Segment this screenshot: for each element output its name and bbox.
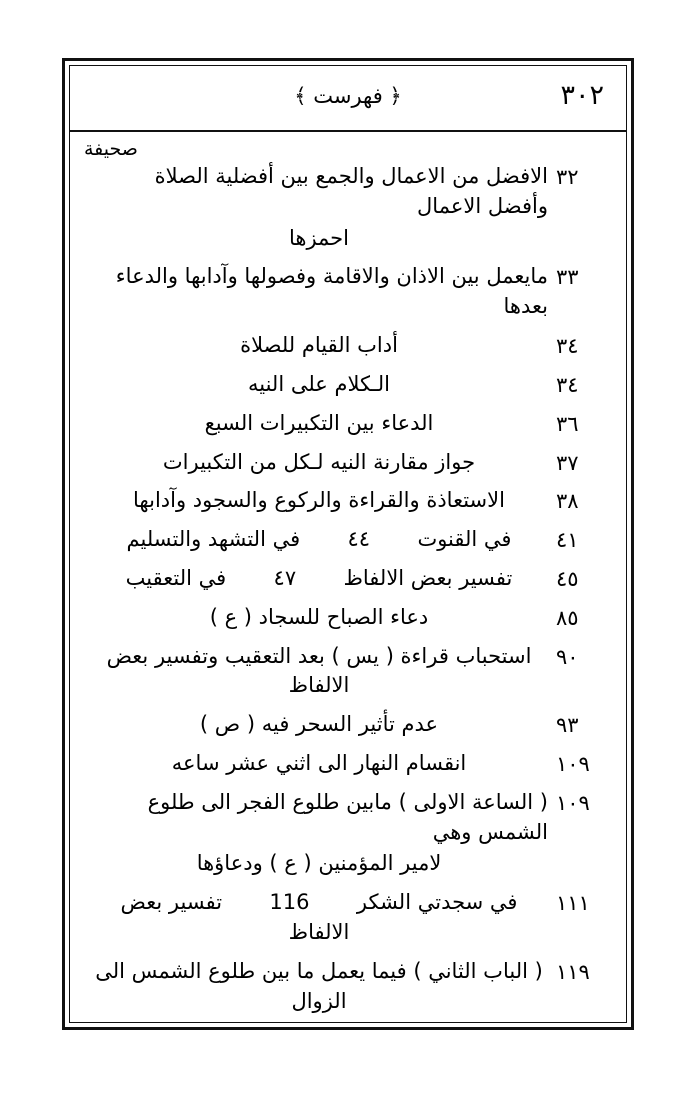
- entry-page-number: ٩٠: [556, 644, 579, 669]
- entry-page-number: ٩٣: [556, 713, 579, 738]
- list-item: [90, 262, 604, 322]
- list-item: [90, 788, 604, 879]
- entry-page-number: ٣٤: [556, 334, 579, 359]
- entry-title: الـكلام على النيه: [247, 371, 391, 396]
- page-caption: ﴿ فهرست ﴾: [294, 84, 402, 108]
- entry-title: الدعاء بين التكبيرات السبع: [204, 410, 434, 435]
- entry-page-number: ٣٢: [556, 165, 579, 189]
- entry-title-main: في سجدتي الشكر: [356, 890, 518, 915]
- entry-title: ( الباب الثاني ) فيما يعمل ما بين طلوع الشمس الى الزوال: [95, 958, 543, 1013]
- entry-title: جواز مقارنة النيه لـكل من التكبيرات: [162, 449, 476, 474]
- entry-inner-page-number: 116: [269, 890, 310, 915]
- entry-title-line2: لامير المؤمنين ( ع ) ودعاؤها: [196, 851, 442, 876]
- entry-title: [90, 788, 554, 879]
- list-item: [90, 957, 604, 1017]
- entry-title-main: في القنوت: [417, 527, 512, 552]
- entry-title: استحباب قراءة ( يس ) بعد التعقيب وتفسير بعض الالفاظ: [106, 643, 532, 698]
- entry-page-number: ١١٩: [556, 959, 590, 984]
- list-item: [90, 370, 604, 400]
- entry-page-number: ٣٦: [556, 411, 579, 436]
- list-item: [90, 448, 604, 478]
- entry-title: عدم تأثير السحر فيه ( ص ): [199, 712, 439, 737]
- entry-title: [90, 525, 554, 555]
- list-item: [90, 409, 604, 439]
- entry-inner-page-number: ٤٧: [273, 565, 297, 590]
- entry-title-line1: ( الساعة الاولى ) مابين طلوع الفجر الى طلوع الشمس وهي: [147, 789, 548, 844]
- entry-title: [90, 888, 554, 948]
- page-inner-border: [69, 65, 627, 1023]
- entry-title: دعاء الصباح للسجاد ( ع ): [209, 604, 429, 629]
- entry-page-number: ٣٤: [556, 372, 579, 397]
- list-item: [90, 603, 604, 633]
- entry-title-main: تفسير بعض الالفاظ: [343, 565, 513, 590]
- entry-inner-title: في التعقيب: [125, 565, 227, 590]
- entry-inner-page-number: ٤٤: [347, 527, 371, 552]
- page-number: ٣٠٢: [560, 80, 604, 111]
- entry-page-number: ١٠٩: [556, 790, 590, 815]
- list-item: [90, 525, 604, 555]
- entry-page-number: ٤٥: [556, 566, 579, 591]
- list-item: [90, 888, 604, 948]
- entry-inner-title: تفسير بعض الالفاظ: [120, 890, 350, 945]
- list-item: [90, 642, 604, 702]
- entry-title-line1: الافضل من الاعمال والجمع بين أفضلية الصلاة وأفضل الاعمال: [154, 164, 548, 218]
- entry-title: [90, 564, 554, 594]
- entry-page-number: ١٠٩: [556, 752, 590, 776]
- entry-page-number: ١١١: [556, 891, 590, 916]
- entry-page-number: ٣٨: [556, 489, 579, 514]
- entry-page-number: ٣٣: [556, 265, 579, 290]
- page-header: [70, 66, 626, 132]
- entry-title: [90, 162, 554, 253]
- entry-inner-title: في التشهد والتسليم: [126, 527, 301, 552]
- entry-title: مايعمل بين الاذان والاقامة وفصولها وآدابها والدعاء بعدها: [115, 264, 548, 319]
- entry-title: انقسام النهار الى اثني عشر ساعه: [171, 751, 467, 775]
- list-item: [90, 749, 604, 779]
- list-item: [90, 564, 604, 594]
- entry-title-line2: احمزها: [288, 225, 350, 250]
- list-item: [90, 486, 604, 516]
- book-page: [62, 58, 634, 1030]
- list-item: [90, 331, 604, 361]
- column-label: صحيفة: [84, 138, 138, 160]
- entry-title: الاستعاذة والقراءة والركوع والسجود وآدابها: [133, 488, 505, 513]
- entry-page-number: ٣٧: [556, 450, 579, 475]
- entry-page-number: ٨٥: [556, 605, 579, 630]
- list-item: [90, 710, 604, 740]
- list-item: [90, 162, 604, 253]
- entry-title: أداب القيام للصلاة: [240, 333, 398, 358]
- entry-page-number: ٤١: [556, 528, 579, 553]
- table-of-contents: [70, 160, 626, 1017]
